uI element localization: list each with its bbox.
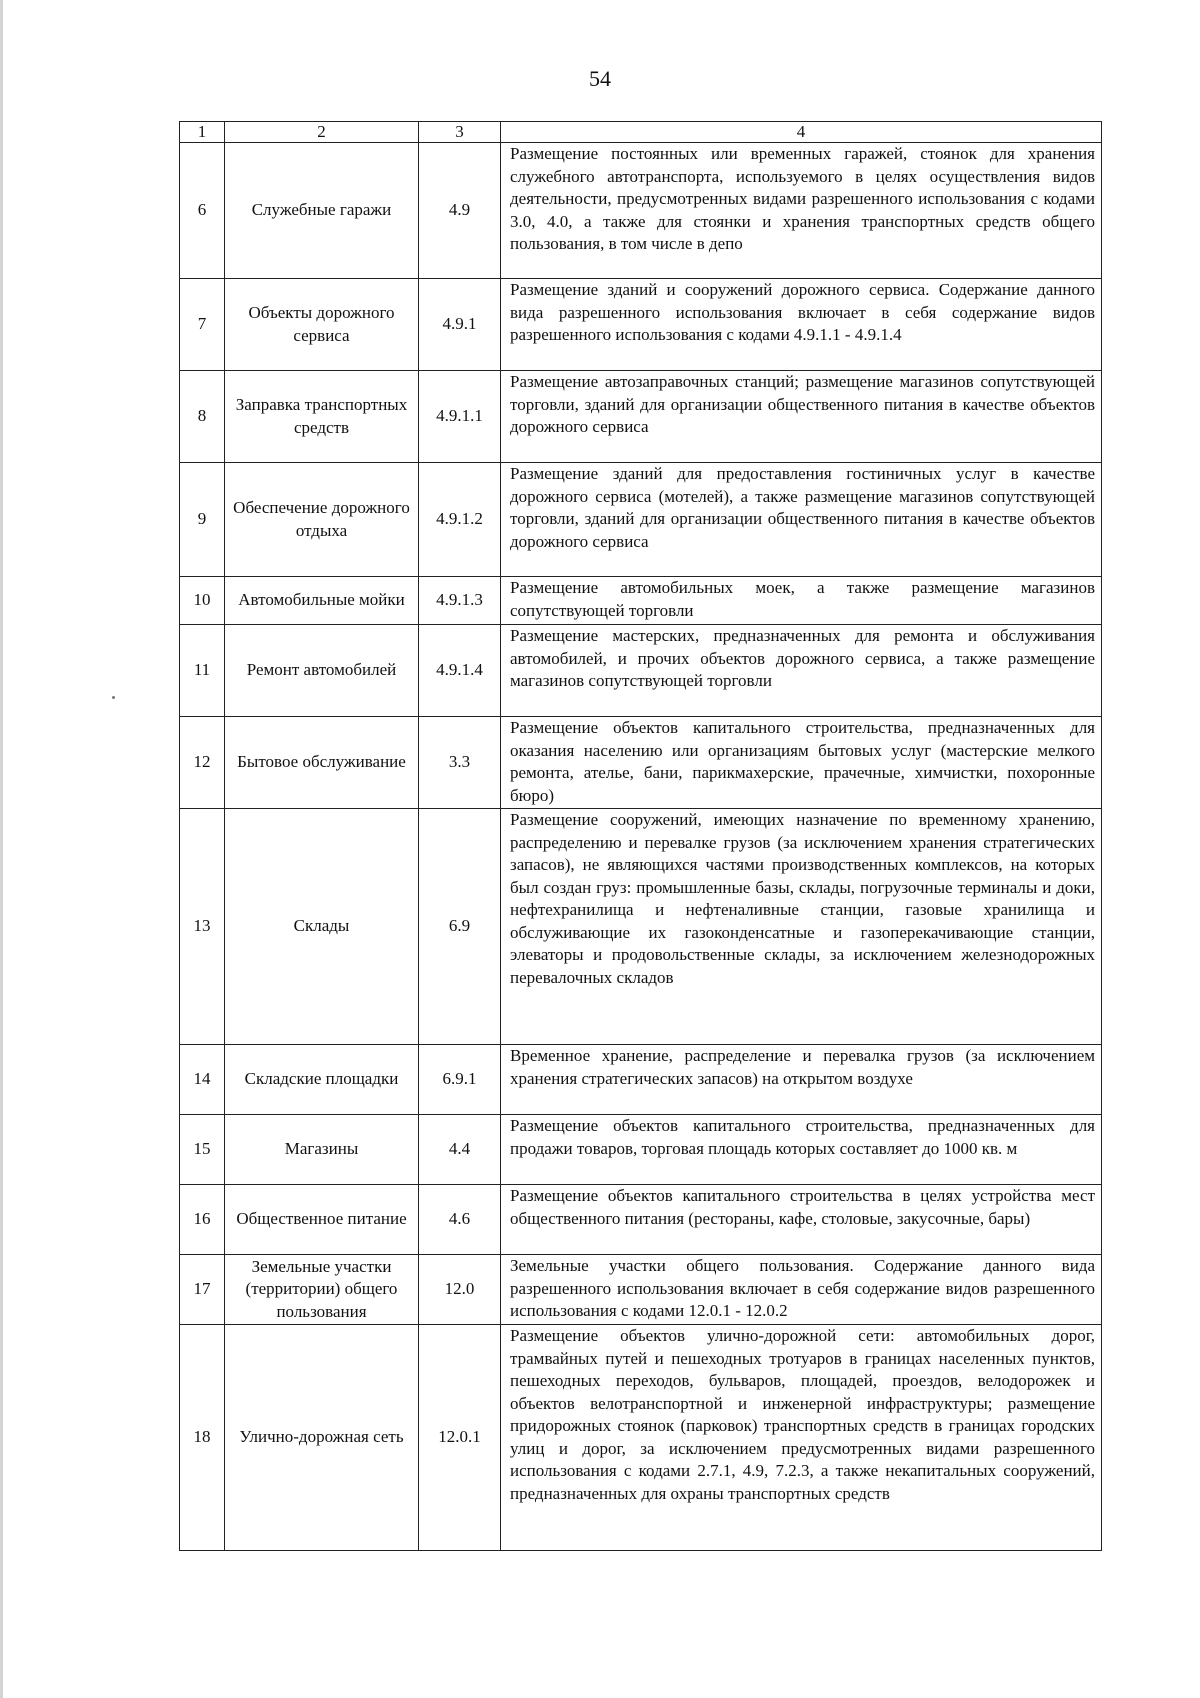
table-row <box>180 577 1102 625</box>
row-number: 16 <box>180 1185 225 1255</box>
column-header: 2 <box>225 122 419 143</box>
land-use-description: Размещение объектов улично-дорожной сети: автомобильных дорог, трамвайных путей и пешеходных тротуаров в границах населенных пунктов, пешеходных переходов, бульваров, площадей, проездов, велодорожек и объектов велотранспортной и инженерной инфраструктуры; размещение придорожных стоянок (парковок) транспортных средств в границах городских улиц и дорог, за исключением предусмотренных видами разрешенного использования с кодами 2.7.1, 4.9, 7.2.3, а также некапитальных сооружений, предназначенных для охраны транспортных средств <box>501 1325 1102 1551</box>
row-number: 6 <box>180 143 225 279</box>
row-number: 14 <box>180 1045 225 1115</box>
column-header: 1 <box>180 122 225 143</box>
table-row <box>180 1255 1102 1325</box>
land-use-code: 4.4 <box>419 1115 501 1185</box>
land-use-code: 4.9.1.3 <box>419 577 501 625</box>
land-use-code: 12.0.1 <box>419 1325 501 1551</box>
row-number: 15 <box>180 1115 225 1185</box>
row-number: 13 <box>180 809 225 1045</box>
land-use-description: Размещение постоянных или временных гаражей, стоянок для хранения служебного автотранспорта, используемого в целях осуществления видов деятельности, предусмотренных видами разрешенного использования с кодами 3.0, 4.0, а также для стоянки и хранения транспортных средств общего пользования, в том числе в депо <box>501 143 1102 279</box>
land-use-description: Размещение мастерских, предназначенных для ремонта и обслуживания автомобилей, и прочих объектов дорожного сервиса, а также размещение магазинов сопутствующей торговли <box>501 625 1102 717</box>
table-header-row <box>180 122 1102 143</box>
land-use-code: 6.9 <box>419 809 501 1045</box>
land-use-description: Временное хранение, распределение и перевалка грузов (за исключением хранения стратегических запасов) на открытом воздухе <box>501 1045 1102 1115</box>
land-use-name: Объекты дорожного сервиса <box>225 279 419 371</box>
land-use-name: Земельные участки (территории) общего пользования <box>225 1255 419 1325</box>
scan-speck <box>112 696 115 699</box>
row-number: 9 <box>180 463 225 577</box>
land-use-code: 4.9.1 <box>419 279 501 371</box>
land-use-description: Размещение объектов капитального строительства, предназначенных для оказания населению или организациям бытовых услуг (мастерские мелкого ремонта, ателье, бани, парикмахерские, прачечные, химчистки, похоронные бюро) <box>501 717 1102 809</box>
land-use-description: Размещение зданий и сооружений дорожного сервиса. Содержание данного вида разрешенного использования включает в себя содержание видов разрешенного использования с кодами 4.9.1.1 - 4.9.1.4 <box>501 279 1102 371</box>
column-header: 3 <box>419 122 501 143</box>
page-number: 54 <box>589 66 611 91</box>
land-use-code: 6.9.1 <box>419 1045 501 1115</box>
column-header: 4 <box>501 122 1102 143</box>
row-number: 7 <box>180 279 225 371</box>
land-use-description: Размещение сооружений, имеющих назначение по временному хранению, распределению и перевалке грузов (за исключением хранения стратегических запасов), не являющихся частями производственных комплексов, на которых был создан груз: промышленные базы, склады, погрузочные терминалы и доки, нефтехранилища и нефтеналивные станции, газовые хранилища и обслуживающие их газоконденсатные и газоперекачивающие станции, элеваторы и продовольственные склады, за исключением железнодорожных перевалочных складов <box>501 809 1102 1045</box>
land-use-code: 4.6 <box>419 1185 501 1255</box>
land-use-name: Служебные гаражи <box>225 143 419 279</box>
land-use-name: Улично-дорожная сеть <box>225 1325 419 1551</box>
row-number: 12 <box>180 717 225 809</box>
land-use-name: Общественное питание <box>225 1185 419 1255</box>
land-use-code: 3.3 <box>419 717 501 809</box>
table-row <box>180 625 1102 717</box>
land-use-table <box>179 121 1102 1551</box>
scan-left-edge <box>0 0 3 1698</box>
table-row <box>180 1115 1102 1185</box>
table-row <box>180 279 1102 371</box>
land-use-name: Склады <box>225 809 419 1045</box>
land-use-name: Заправка транспортных средств <box>225 371 419 463</box>
row-number: 11 <box>180 625 225 717</box>
land-use-code: 4.9.1.2 <box>419 463 501 577</box>
table-row <box>180 371 1102 463</box>
table-row <box>180 143 1102 279</box>
land-use-description: Размещение автомобильных моек, а также размещение магазинов сопутствующей торговли <box>501 577 1102 625</box>
land-use-code: 4.9.1.4 <box>419 625 501 717</box>
land-use-name: Обеспечение дорожного отдыха <box>225 463 419 577</box>
land-use-code: 4.9.1.1 <box>419 371 501 463</box>
land-use-name: Ремонт автомобилей <box>225 625 419 717</box>
table-row <box>180 1045 1102 1115</box>
row-number: 10 <box>180 577 225 625</box>
land-use-description: Размещение объектов капитального строительства в целях устройства мест общественного питания (рестораны, кафе, столовые, закусочные, бары) <box>501 1185 1102 1255</box>
table-row <box>180 809 1102 1045</box>
table-row <box>180 717 1102 809</box>
table-row <box>180 1185 1102 1255</box>
table-row <box>180 463 1102 577</box>
land-use-code: 12.0 <box>419 1255 501 1325</box>
land-use-description: Размещение автозаправочных станций; размещение магазинов сопутствующей торговли, зданий для организации общественного питания в качестве объектов дорожного сервиса <box>501 371 1102 463</box>
land-use-name: Бытовое обслуживание <box>225 717 419 809</box>
land-use-description: Размещение зданий для предоставления гостиничных услуг в качестве дорожного сервиса (мотелей), а также размещение магазинов сопутствующей торговли, зданий для организации общественного питания в качестве объектов дорожного сервиса <box>501 463 1102 577</box>
land-use-description: Размещение объектов капитального строительства, предназначенных для продажи товаров, торговая площадь которых составляет до 1000 кв. м <box>501 1115 1102 1185</box>
land-use-name: Складские площадки <box>225 1045 419 1115</box>
land-use-code: 4.9 <box>419 143 501 279</box>
land-use-description: Земельные участки общего пользования. Содержание данного вида разрешенного использования включает в себя содержание видов разрешенного использования с кодами 12.0.1 - 12.0.2 <box>501 1255 1102 1325</box>
row-number: 18 <box>180 1325 225 1551</box>
row-number: 17 <box>180 1255 225 1325</box>
land-use-name: Автомобильные мойки <box>225 577 419 625</box>
land-use-name: Магазины <box>225 1115 419 1185</box>
table-row <box>180 1325 1102 1551</box>
row-number: 8 <box>180 371 225 463</box>
